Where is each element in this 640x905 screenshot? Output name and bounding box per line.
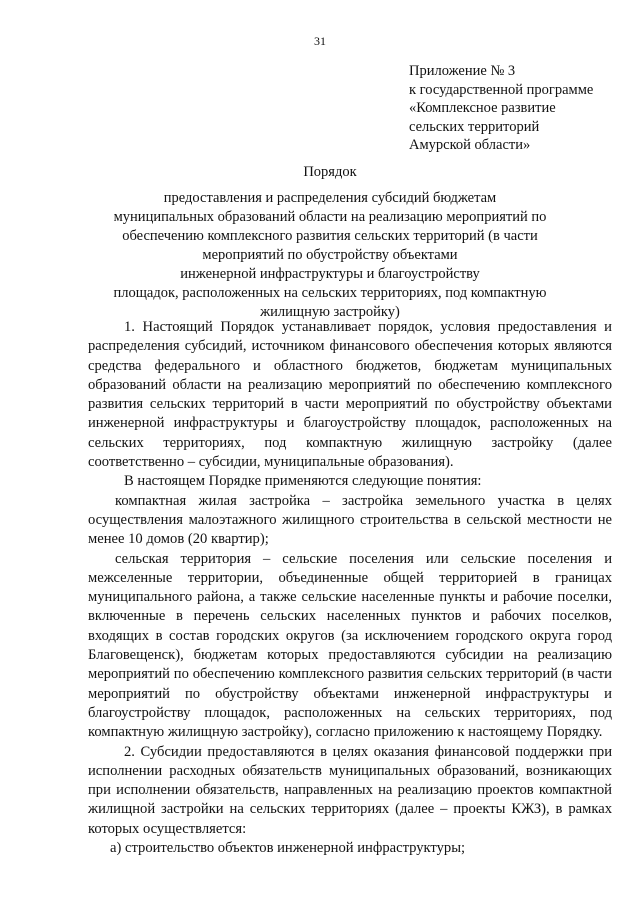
title-line: инженерной инфраструктуры и благоустройству [180, 266, 480, 282]
title-line: мероприятий по обустройству объектами [202, 247, 458, 263]
appendix-line: «Комплексное развитие [409, 100, 556, 116]
title-line: жилищную застройку) [260, 304, 400, 320]
list-item-a: а) строительство объектов инженерной инфраструктуры; [110, 840, 466, 857]
paragraph-definitions-intro: В настоящем Порядке применяются следующие понятия: [124, 473, 482, 490]
document-body [88, 318, 612, 858]
paragraph-2: 2. Субсидии предоставляются в целях оказания финансовой поддержки при исполнении расходных обязательств муниципальных образований, возникающих при исполнении обязательств, направленных на реализацию проектов компактной жилищной застройки на сельских территориях (далее – проекты КЖЗ), в рамках которых осуществляется: [88, 743, 612, 837]
document-title [90, 163, 570, 322]
title-line: площадок, расположенных на сельских территориях, под компактную [113, 285, 547, 301]
appendix-line: Амурской области» [409, 137, 531, 153]
definition-rural-territory: сельская территория – сельские поселения или сельские поселения и межселенные территории, объединенные общей территорией в границах муниципального района, а также сельские населенные пункты и рабочие поселки, включенные в перечень сельских населенных пунктов и рабочих поселков, входящих в состав городских округов (за исключением городского округа город Благовещенск), бюджетам которых предоставляются субсидии на реализацию мероприятий по обеспечению комплексного развития сельских территорий (в части мероприятий по обустройству объектами инженерной инфраструктуры и благоустройству площадок, расположенных на сельских территориях, под компактную жилищную застройку), согласно приложению к настоящему Порядку. [88, 550, 612, 741]
appendix-line: Приложение № 3 [409, 63, 516, 79]
title-line: муниципальных образований области на реализацию мероприятий по [113, 209, 547, 225]
appendix-note [409, 62, 634, 155]
paragraph-1: 1. Настоящий Порядок устанавливает порядок, условия предоставления и распределения субсидий, источником финансового обеспечения которых являются средства федерального и областного бюджетов, бюджетам муниципальных образований области на реализацию мероприятий по обеспечению комплексного развития сельских территорий в части мероприятий по обустройству объектами инженерной инфраструктуры и благоустройству площадок, расположенных на сельских территориях, под компактную жилищную застройку (далее соответственно – субсидии, муниципальные образования). [88, 319, 612, 471]
title-line: обеспечению комплексного развития сельских территорий (в части [122, 228, 538, 244]
page-number: 31 [314, 34, 326, 48]
title-line: предоставления и распределения субсидий бюджетам [163, 190, 497, 206]
definition-compact-housing: компактная жилая застройка – застройка земельного участка в целях осуществления малоэтажного жилищного строительства в сельской местности не менее 10 домов (20 квартир); [88, 492, 612, 548]
appendix-line: сельских территорий [409, 118, 540, 135]
appendix-line: к государственной программе [409, 81, 594, 98]
title-heading: Порядок [303, 164, 357, 180]
